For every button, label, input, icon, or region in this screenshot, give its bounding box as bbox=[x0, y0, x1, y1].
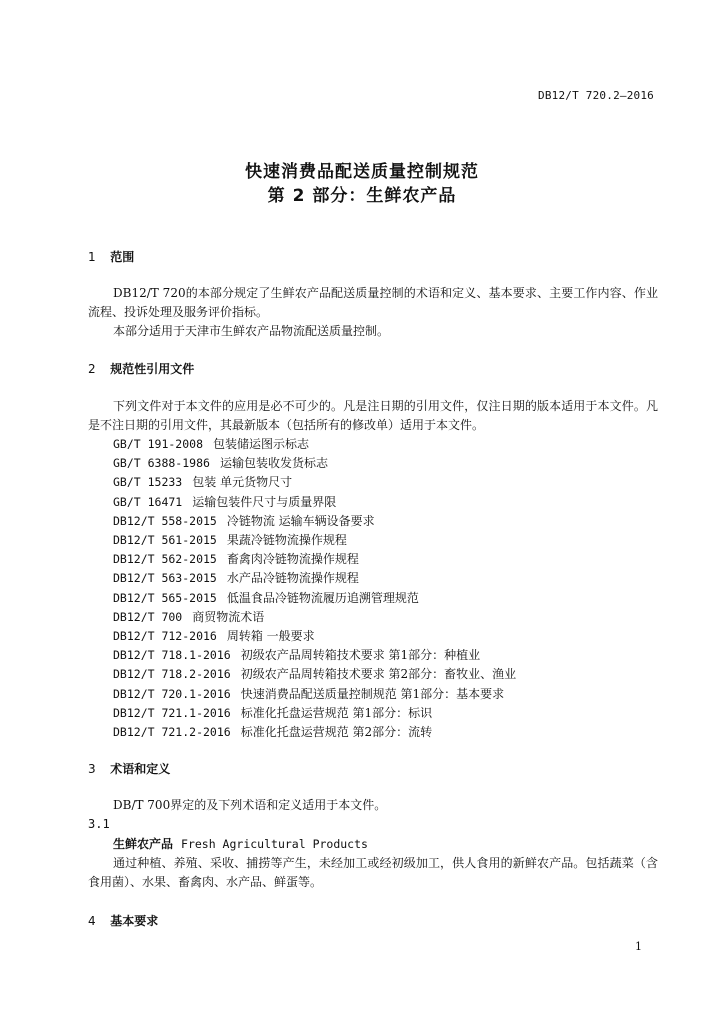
reference-title: 周转箱 一般要求 bbox=[226, 629, 315, 644]
reference-list bbox=[113, 435, 516, 742]
section-2-title: 规范性引用文件 bbox=[110, 362, 195, 376]
reference-code: GB/T 16471 bbox=[113, 494, 183, 509]
reference-title: 水产品冷链物流操作规程 bbox=[226, 571, 359, 586]
reference-code: DB12/T 721.1-2016 bbox=[113, 705, 231, 720]
reference-title: 包装 单元货物尺寸 bbox=[192, 475, 293, 490]
reference-title: 初级农产品周转箱技术要求 第2部分：畜牧业、渔业 bbox=[240, 667, 517, 682]
reference-code: DB12/T 721.2-2016 bbox=[113, 725, 231, 740]
reference-title: 包装储运图示标志 bbox=[213, 437, 310, 451]
reference-title: 商贸物流术语 bbox=[192, 609, 265, 624]
section-1-title: 范围 bbox=[110, 250, 135, 264]
reference-item bbox=[113, 665, 516, 684]
reference-code: DB12/T 558-2015 bbox=[113, 513, 217, 528]
reference-item bbox=[113, 723, 516, 742]
section-1-paragraph-2: 本部分适用于天津市生鲜农产品物流配送质量控制。 bbox=[113, 324, 390, 338]
section-4-number: 4 bbox=[88, 914, 96, 928]
section-2-intro: 下列文件对于本文件的应用是必不可少的。凡是注日期的引用文件，仅注日期的版本适用于本文件。凡是不注日期的引用文件，其最新版本（包括所有的修改单）适用于本文件。 bbox=[88, 399, 658, 432]
reference-item bbox=[113, 608, 516, 627]
section-1-number: 1 bbox=[88, 250, 96, 264]
reference-item bbox=[113, 473, 516, 492]
reference-item bbox=[113, 685, 516, 704]
term-definition: 通过种植、养殖、采收、捕捞等产生，未经加工或经初级加工，供人食用的新鲜农产品。包括蔬菜（含食用菌）、水果、畜禽肉、水产品、鲜蛋等。 bbox=[88, 856, 658, 889]
section-4-title: 基本要求 bbox=[110, 914, 159, 928]
document-title bbox=[0, 160, 724, 208]
section-2-number: 2 bbox=[88, 362, 96, 376]
reference-title: 快速消费品配送质量控制规范 第1部分：基本要求 bbox=[240, 686, 505, 701]
term-english: Fresh Agricultural Products bbox=[181, 837, 368, 851]
page-number: 1 bbox=[635, 940, 642, 953]
reference-item bbox=[113, 435, 516, 454]
reference-item bbox=[113, 627, 516, 646]
reference-title: 运输包装收发货标志 bbox=[219, 456, 328, 471]
reference-item bbox=[113, 550, 516, 569]
reference-item bbox=[113, 512, 516, 531]
reference-code: DB12/T 563-2015 bbox=[113, 571, 217, 586]
reference-code: GB/T 15233 bbox=[113, 475, 183, 490]
reference-title: 标准化托盘运营规范 第2部分：流转 bbox=[240, 725, 433, 740]
reference-item bbox=[113, 704, 516, 723]
reference-code: DB12/T 565-2015 bbox=[113, 590, 217, 605]
reference-item bbox=[113, 531, 516, 550]
reference-code: DB12/T 720.1-2016 bbox=[113, 686, 231, 701]
reference-code: DB12/T 561-2015 bbox=[113, 533, 217, 548]
section-1-heading bbox=[88, 249, 134, 265]
reference-item bbox=[113, 569, 516, 588]
reference-title: 标准化托盘运营规范 第1部分：标识 bbox=[240, 705, 433, 720]
standard-code: DB12/T 720.2—2016 bbox=[538, 89, 654, 102]
reference-item bbox=[113, 454, 516, 473]
section-4-heading bbox=[88, 913, 158, 929]
reference-code: GB/T 6388-1986 bbox=[113, 456, 210, 471]
reference-title: 果蔬冷链物流操作规程 bbox=[226, 533, 347, 548]
reference-code: GB/T 191-2008 bbox=[113, 437, 204, 451]
term-entry bbox=[113, 836, 368, 852]
title-line-2: 第 2 部分：生鲜农产品 bbox=[267, 186, 457, 206]
section-3-heading bbox=[88, 761, 170, 777]
reference-item bbox=[113, 493, 516, 512]
reference-item bbox=[113, 646, 516, 665]
reference-code: DB12/T 718.2-2016 bbox=[113, 667, 231, 682]
clause-number: 3.1 bbox=[88, 817, 110, 831]
reference-code: DB12/T 700 bbox=[113, 609, 183, 624]
reference-code: DB12/T 712-2016 bbox=[113, 629, 217, 644]
term-chinese: 生鲜农产品 bbox=[113, 837, 174, 851]
reference-title: 运输包装件尺寸与质量界限 bbox=[192, 494, 337, 509]
reference-title: 初级农产品周转箱技术要求 第1部分：种植业 bbox=[240, 648, 481, 663]
reference-code: DB12/T 562-2015 bbox=[113, 552, 217, 567]
section-2-heading bbox=[88, 361, 194, 377]
reference-title: 畜禽肉冷链物流操作规程 bbox=[226, 552, 359, 567]
section-1-paragraph-1: DB12/T 720的本部分规定了生鲜农产品配送质量控制的术语和定义、基本要求、主要工作内容、作业流程、投诉处理及服务评价指标。 bbox=[88, 286, 658, 319]
section-3-intro: DB/T 700界定的及下列术语和定义适用于本文件。 bbox=[113, 798, 387, 812]
reference-title: 冷链物流 运输车辆设备要求 bbox=[226, 513, 375, 528]
reference-item bbox=[113, 589, 516, 608]
reference-code: DB12/T 718.1-2016 bbox=[113, 648, 231, 663]
section-3-title: 术语和定义 bbox=[110, 762, 171, 776]
section-3-number: 3 bbox=[88, 762, 96, 776]
reference-title: 低温食品冷链物流履历追溯管理规范 bbox=[226, 590, 419, 605]
title-line-1: 快速消费品配送质量控制规范 bbox=[245, 162, 479, 182]
